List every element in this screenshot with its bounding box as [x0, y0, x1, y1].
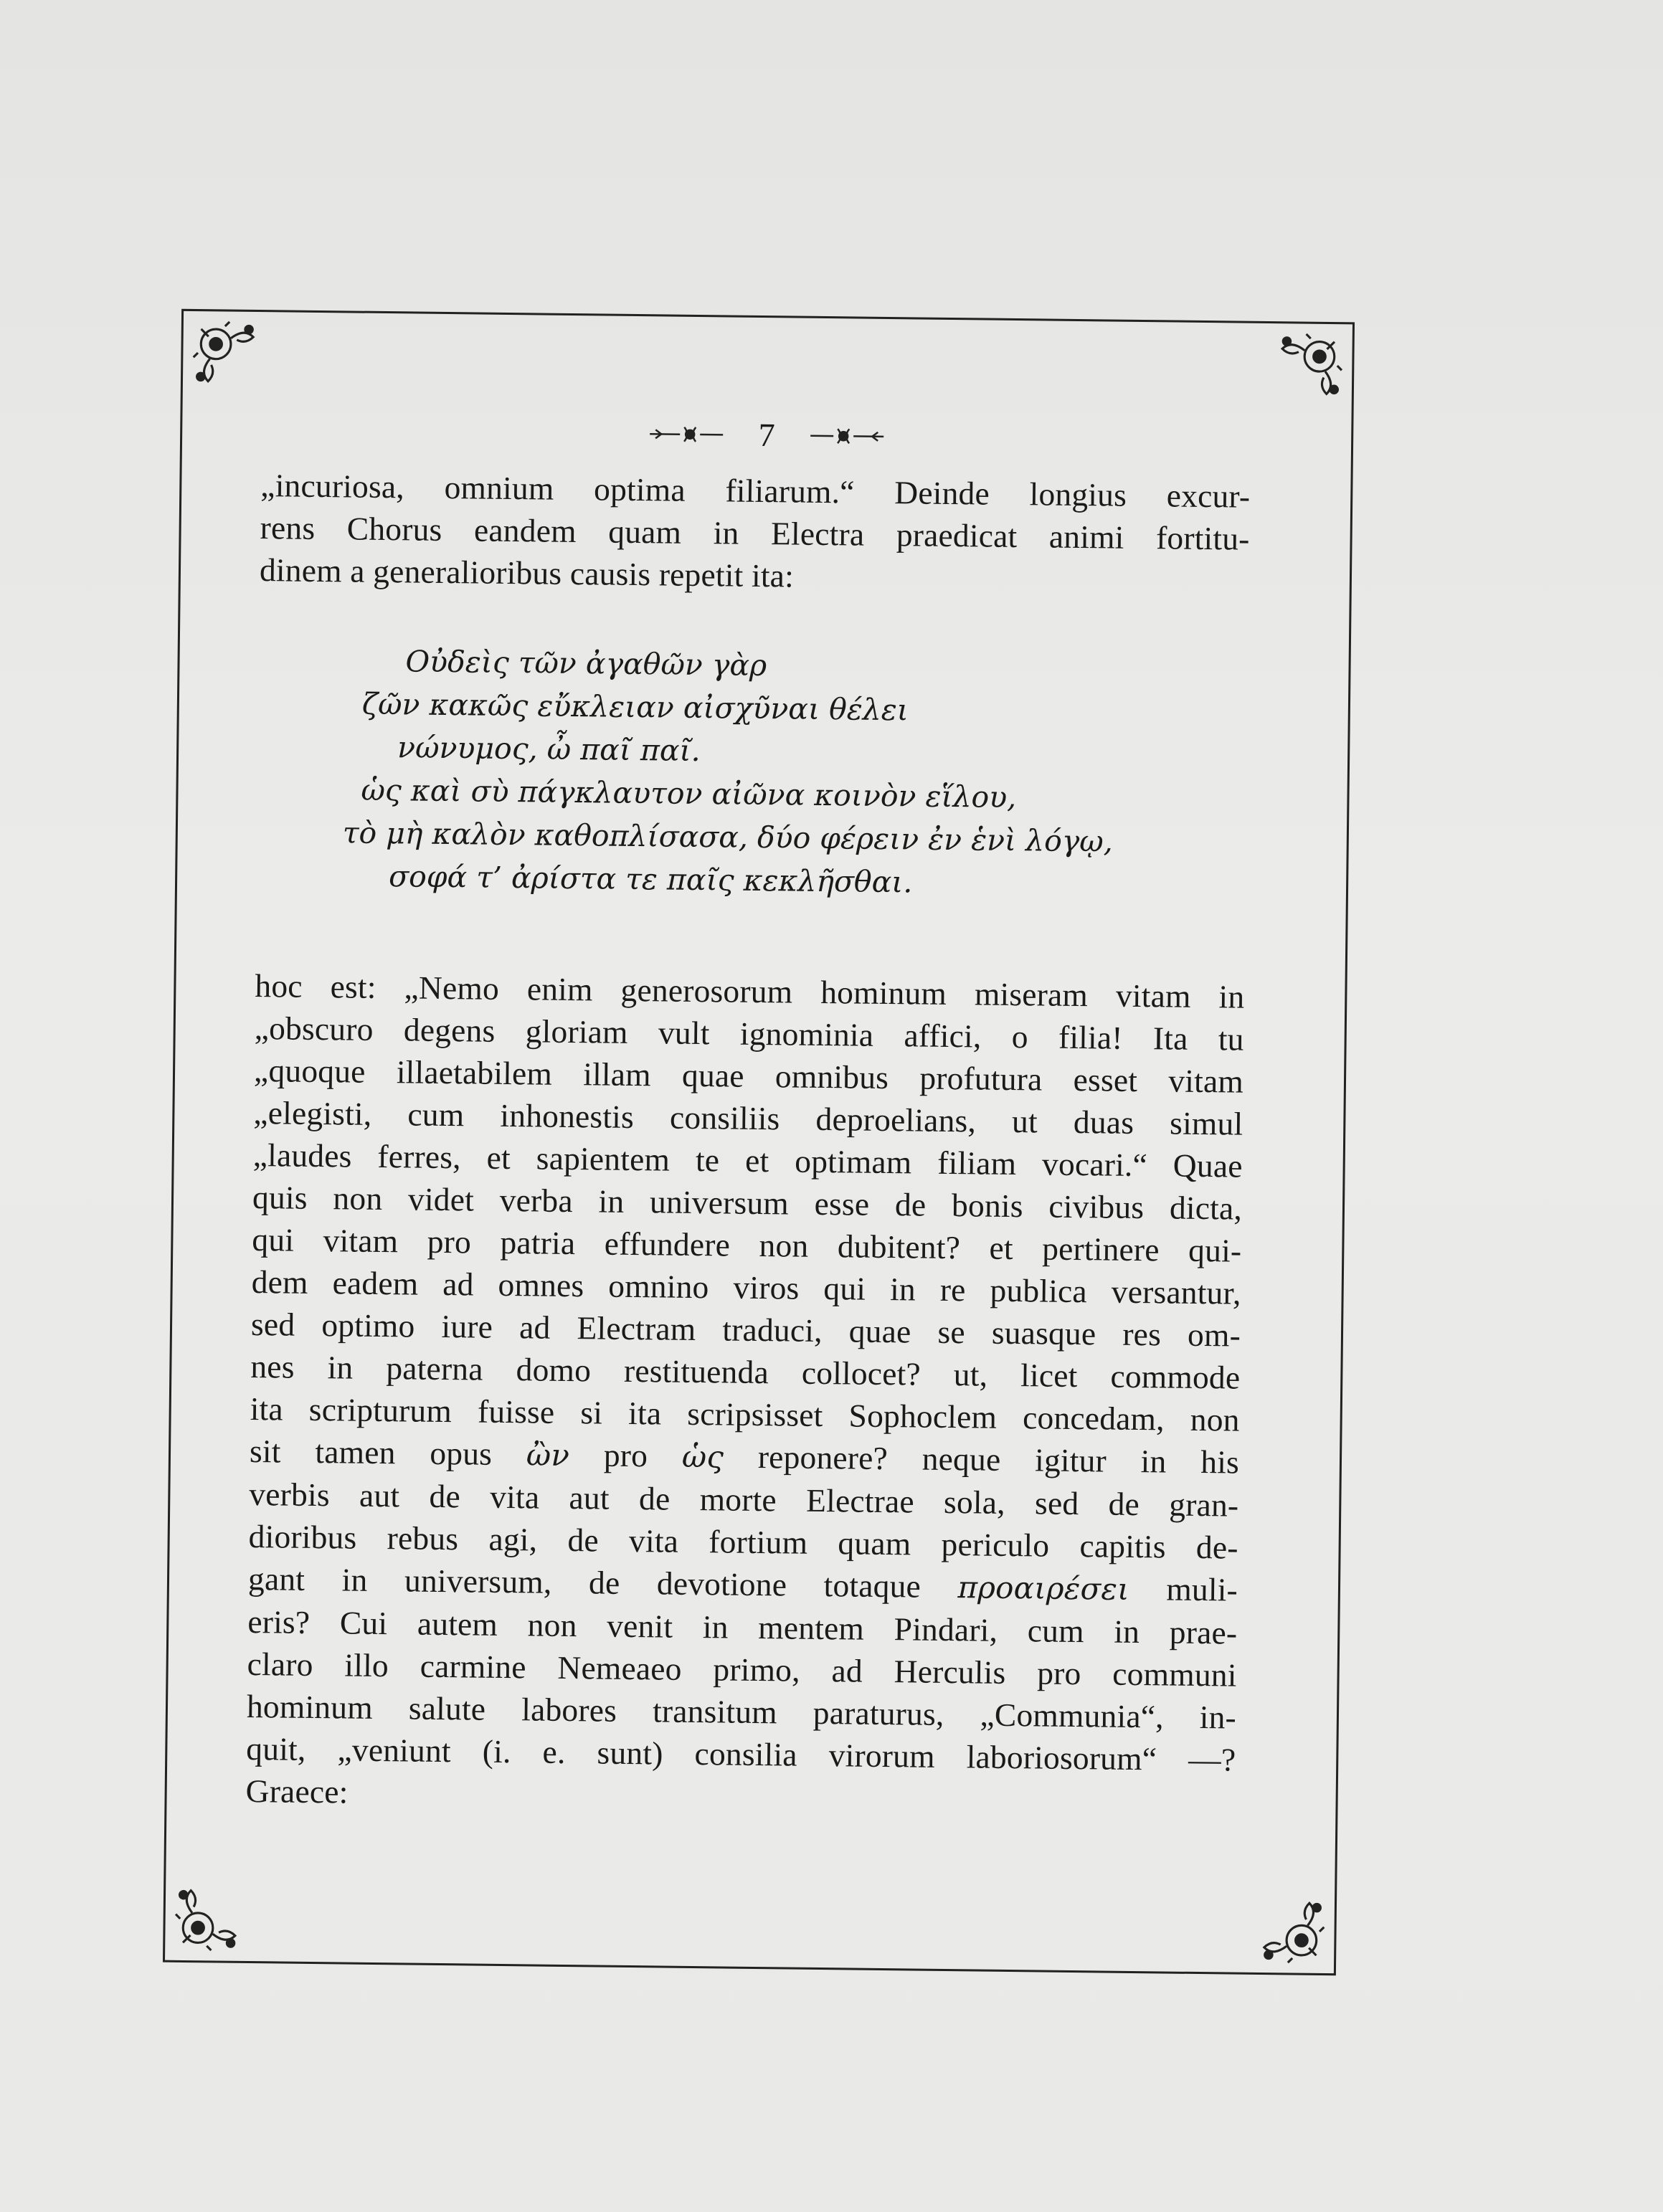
verse-line: Οὐδεὶς τῶν ἀγαθῶν γὰρ [405, 644, 767, 683]
text-line: rens Chorus eandem quam in Electra praedicat animi fortitu- [260, 509, 1250, 557]
text-line: gant in universum, de devotione totaque προαιρέσει muli- [247, 1560, 1238, 1608]
text-line: „laudes ferres, et sapientem te et optimam filiam vocari.“ Quae [252, 1136, 1243, 1185]
left-fleuron-icon [647, 424, 726, 446]
text-line: sit tamen opus ὢν pro ὡς reponere? neque igitur in his [249, 1432, 1240, 1481]
text-line: dem eadem ad omnes omnino viros qui in re publica versantur, [251, 1263, 1241, 1311]
text-line: quis non videt verba in universum esse de bonis civibus dicta, [252, 1178, 1243, 1227]
corner-ornament-icon [1255, 1894, 1330, 1969]
greek-word: προαιρέσει [957, 1570, 1130, 1607]
text-line: hoc est: „Nemo enim generosorum hominum miseram vitam in [255, 967, 1245, 1015]
greek-word: ὡς [681, 1438, 724, 1475]
text-line: hominum salute labores transitum paraturus, „Communia“, in- [246, 1687, 1237, 1736]
paragraph-intro [260, 464, 1251, 602]
corner-ornament-icon [187, 315, 262, 391]
text-line: dioribus rebus agi, de vita fortium quam periculo capitis de- [248, 1517, 1238, 1566]
text-line: Graece: [245, 1772, 349, 1810]
text-line: ita scripturum fuisse si ita scripsisset Sophoclem concedam, non [250, 1390, 1240, 1438]
text-line: „elegisti, cum inhonestis consiliis deproelians, ut duas simul [253, 1094, 1243, 1142]
text-line: „quoque illaetabilem illam quae omnibus profutura esset vitam [253, 1052, 1244, 1100]
text-line: claro illo carmine Nemeaeo primo, ad Herculis pro communi [247, 1645, 1237, 1694]
paragraph-commentary [245, 964, 1244, 1823]
text-line: qui vitam pro patria effundere non dubitent? et pertinere qui- [252, 1220, 1242, 1269]
verse-line: τὸ μὴ καλὸν καθοπλίσασα, δύο φέρειν ἐν ἑνὶ λόγῳ, [342, 815, 1114, 859]
text-line: verbis aut de vita aut de morte Electrae sola, sed de gran- [249, 1475, 1239, 1524]
text-line: nes in paterna domo restituenda collocet? ut, licet commode [250, 1347, 1241, 1396]
greek-word: ὢν [526, 1437, 570, 1473]
text-line: dinem a generalioribus causis repetit ita: [259, 551, 795, 594]
corner-ornament-icon [169, 1881, 245, 1957]
text-line: „incuriosa, omnium optima filiarum.“ Deinde longius excur- [260, 467, 1251, 515]
corner-ornament-icon [1273, 328, 1348, 403]
text-line: eris? Cui autem non venit in mentem Pindari, cum in prae- [247, 1603, 1238, 1651]
text-line: quit, „veniunt (i. e. sunt) consilia virorum laboriosorum“ —? [246, 1729, 1236, 1778]
verse-line: σοφά τ’ ἀρίστα τε παῖς κεκλῆσθαι. [388, 859, 913, 900]
greek-verse-quotation [256, 638, 1249, 908]
page-number: 7 [758, 417, 775, 454]
page-header [182, 404, 1352, 464]
text-line: sed optimo iure ad Electram traduci, quae se suasque res om- [250, 1305, 1241, 1354]
verse-line: νώνυμος, ὦ παῖ παῖ. [397, 730, 701, 769]
verse-line: ζῶν κακῶς εὔκλειαν αἰσχῦναι θέλει [361, 686, 909, 728]
page-frame [163, 309, 1355, 1975]
right-fleuron-icon [807, 425, 886, 447]
text-line: „obscuro degens gloriam vult ignominia affici, o filia! Ita tu [254, 1010, 1244, 1058]
verse-line: ὡς καὶ σὺ πάγκλαυτον αἰῶνα κοινὸν εἵλου, [361, 772, 1017, 815]
